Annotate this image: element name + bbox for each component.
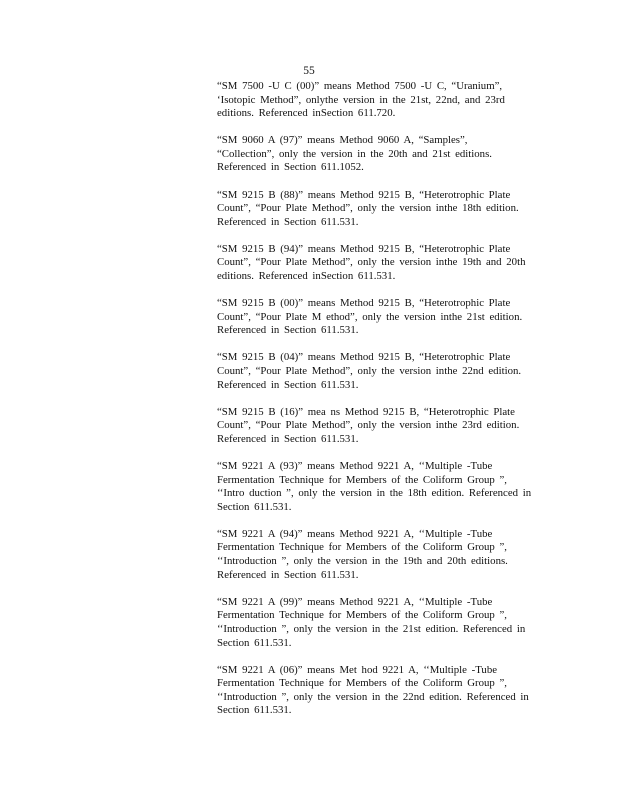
entry-line: “SM 9221 A (94)” means Method 9221 A, ‘‘Multiple -Tube: [217, 527, 493, 540]
entry-line: Count”, “Pour Plate Method”, only the version inthe 19th and 20th: [217, 256, 526, 269]
entry-line: “SM 9221 A (99)” means Method 9221 A, ‘‘Multiple -Tube: [217, 595, 493, 608]
definition-entry: [217, 80, 543, 121]
entry-line: Section 611.531.: [217, 500, 292, 513]
entry-line: “Collection”, only the version in the 20th and 21st editions.: [217, 147, 492, 160]
entry-line: Referenced in Section 611.531.: [217, 378, 359, 391]
entry-line: Fermentation Technique for Members of the Coliform Group ”,: [217, 609, 507, 622]
entry-line: Count”, “Pour Plate M ethod”, only the version inthe 21st edition.: [217, 310, 523, 323]
entry-line: Fermentation Technique for Members of the Coliform Group ”,: [217, 473, 507, 486]
definition-entry: [217, 297, 543, 338]
entry-line: editions. Referenced inSection 611.720.: [217, 107, 396, 120]
entry-line: “SM 9215 B (94)” means Method 9215 B, “Heterotrophic Plate: [217, 242, 511, 255]
entry-line: Referenced in Section 611.531.: [217, 432, 359, 445]
entry-line: ‘‘Introduction ”, only the version in the 22nd edition. Referenced in: [217, 690, 529, 703]
definition-entry: [217, 134, 543, 175]
entry-line: Count”, “Pour Plate Method”, only the version inthe 18th edition.: [217, 202, 519, 215]
entry-line: “SM 9221 A (93)” means Method 9221 A, ‘‘Multiple -Tube: [217, 459, 493, 472]
entry-line: “SM 9215 B (00)” means Method 9215 B, “Heterotrophic Plate: [217, 297, 511, 310]
definition-entry: [217, 460, 543, 514]
entry-line: “SM 9215 B (04)” means Method 9215 B, “Heterotrophic Plate: [217, 351, 511, 364]
definition-entry: [217, 406, 543, 447]
entry-line: Referenced in Section 611.531.: [217, 568, 359, 581]
entry-line: ‘‘Intro duction ”, only the version in the 18th edition. Referenced in: [217, 487, 532, 500]
entry-line: “SM 9221 A (06)” means Met hod 9221 A, ‘‘Multiple -Tube: [217, 663, 498, 676]
entry-line: Fermentation Technique for Members of the Coliform Group ”,: [217, 677, 507, 690]
entry-line: editions. Referenced inSection 611.531.: [217, 270, 396, 283]
entry-line: “SM 9060 A (97)” means Method 9060 A, “Samples”,: [217, 134, 468, 147]
definition-entry: [217, 664, 543, 718]
entry-line: Fermentation Technique for Members of the Coliform Group ”,: [217, 541, 507, 554]
definition-entry: [217, 596, 543, 650]
definition-entry: [217, 189, 543, 230]
entry-line: “SM 9215 B (16)” mea ns Method 9215 B, “Heterotrophic Plate: [217, 405, 515, 418]
definition-entry: [217, 243, 543, 284]
definition-entry: [217, 351, 543, 392]
entry-line: ‘‘Introduction ”, only the version in the 21st edition. Referenced in: [217, 622, 526, 635]
page-number: 55: [303, 65, 315, 77]
entry-line: “SM 7500 -U C (00)” means Method 7500 -U C, “Uranium”,: [217, 80, 503, 92]
definition-list: [217, 80, 543, 731]
entry-line: Referenced in Section 611.531.: [217, 324, 359, 337]
entry-line: Referenced in Section 611.531.: [217, 215, 359, 228]
entry-line: ‘‘Introduction ”, only the version in the 19th and 20th editions.: [217, 555, 508, 568]
entry-line: Count”, “Pour Plate Method”, only the version inthe 22nd edition.: [217, 365, 522, 377]
definition-entry: [217, 528, 543, 582]
entry-line: Section 611.531.: [217, 704, 292, 717]
entry-line: Count”, “Pour Plate Method”, only the version inthe 23rd edition.: [217, 419, 520, 432]
entry-line: “SM 9215 B (88)” means Method 9215 B, “Heterotrophic Plate: [217, 188, 511, 201]
entry-line: Referenced in Section 611.1052.: [217, 161, 364, 174]
entry-line: Section 611.531.: [217, 636, 292, 649]
entry-line: ‘Isotopic Method”, onlythe version in the 21st, 22nd, and 23rd: [217, 93, 505, 106]
